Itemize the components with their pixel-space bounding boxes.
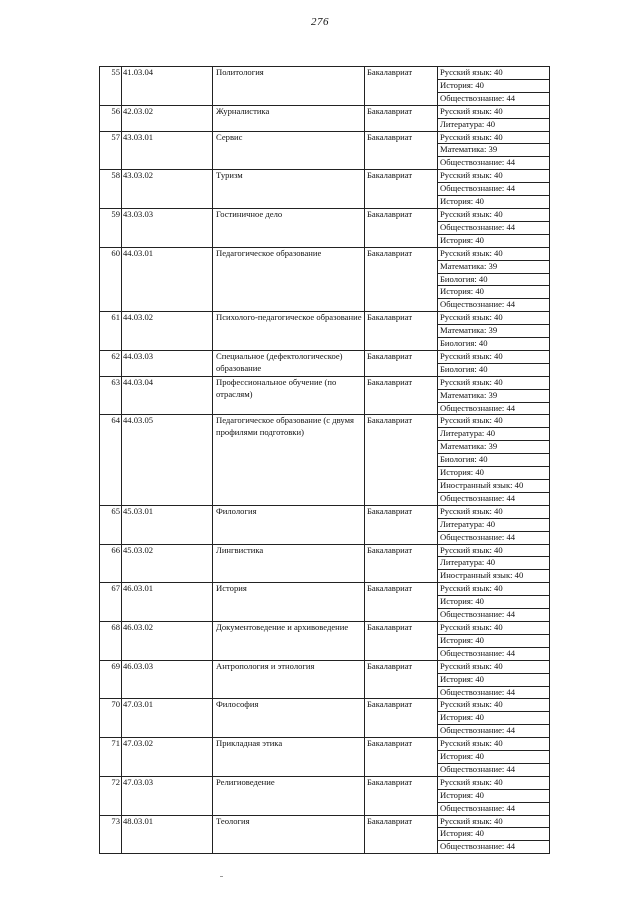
subject-min-score: Математика: 39 — [438, 325, 550, 338]
table-row — [100, 776, 550, 789]
row-number: 60 — [100, 247, 122, 312]
subject-min-score: Русский язык: 40 — [438, 208, 550, 221]
specialty-code: 43.03.03 — [122, 208, 213, 247]
subject-min-score: Русский язык: 40 — [438, 738, 550, 751]
subject-min-score: Русский язык: 40 — [438, 312, 550, 325]
specialty-name: История — [213, 583, 365, 622]
specialty-code: 44.03.05 — [122, 415, 213, 505]
subject-min-score: Русский язык: 40 — [438, 415, 550, 428]
subject-min-score: История: 40 — [438, 286, 550, 299]
table-body — [100, 67, 550, 854]
specialty-name: Журналистика — [213, 105, 365, 131]
page-number: 276 — [311, 16, 329, 28]
education-level: Бакалавриат — [365, 415, 438, 505]
subject-min-score: История: 40 — [438, 79, 550, 92]
specialty-code: 43.03.01 — [122, 131, 213, 170]
education-level: Бакалавриат — [365, 699, 438, 738]
specialty-name: Прикладная этика — [213, 738, 365, 777]
subject-min-score: Математика: 39 — [438, 260, 550, 273]
table-row — [100, 621, 550, 634]
education-level: Бакалавриат — [365, 312, 438, 351]
education-level: Бакалавриат — [365, 660, 438, 699]
subject-min-score: Иностранный язык: 40 — [438, 570, 550, 583]
specialty-code: 42.03.02 — [122, 105, 213, 131]
table-row — [100, 415, 550, 428]
subject-min-score: Русский язык: 40 — [438, 660, 550, 673]
table-row — [100, 376, 550, 389]
row-number: 62 — [100, 350, 122, 376]
education-level: Бакалавриат — [365, 776, 438, 815]
specialty-name: Гостиничное дело — [213, 208, 365, 247]
table-row — [100, 738, 550, 751]
specialty-code: 46.03.01 — [122, 583, 213, 622]
subject-min-score: История: 40 — [438, 712, 550, 725]
specialty-code: 48.03.01 — [122, 815, 213, 854]
education-level: Бакалавриат — [365, 621, 438, 660]
specialty-code: 46.03.03 — [122, 660, 213, 699]
education-level: Бакалавриат — [365, 131, 438, 170]
subject-min-score: Обществознание: 44 — [438, 221, 550, 234]
specialty-name: Туризм — [213, 170, 365, 209]
specialty-name: Политология — [213, 67, 365, 106]
subject-min-score: Биология: 40 — [438, 338, 550, 351]
table-row — [100, 170, 550, 183]
table-row — [100, 67, 550, 80]
education-level: Бакалавриат — [365, 583, 438, 622]
specialty-name: Религиоведение — [213, 776, 365, 815]
specialty-code: 45.03.01 — [122, 505, 213, 544]
specialty-code: 44.03.04 — [122, 376, 213, 415]
table-row — [100, 505, 550, 518]
subject-min-score: История: 40 — [438, 789, 550, 802]
subject-min-score: История: 40 — [438, 234, 550, 247]
admission-requirements-table — [99, 66, 550, 854]
row-number: 57 — [100, 131, 122, 170]
subject-min-score: Русский язык: 40 — [438, 247, 550, 260]
row-number: 73 — [100, 815, 122, 854]
subject-min-score: Обществознание: 44 — [438, 802, 550, 815]
specialty-code: 41.03.04 — [122, 67, 213, 106]
subject-min-score: Обществознание: 44 — [438, 183, 550, 196]
education-level: Бакалавриат — [365, 105, 438, 131]
education-level: Бакалавриат — [365, 544, 438, 583]
subject-min-score: Обществознание: 44 — [438, 92, 550, 105]
subject-min-score: Русский язык: 40 — [438, 815, 550, 828]
table-row — [100, 815, 550, 828]
subject-min-score: Обществознание: 44 — [438, 299, 550, 312]
specialty-name: Специальное (дефектологическое) образование — [213, 350, 365, 376]
subject-min-score: Иностранный язык: 40 — [438, 480, 550, 493]
subject-min-score: Математика: 39 — [438, 389, 550, 402]
specialty-name: Философия — [213, 699, 365, 738]
subject-min-score: История: 40 — [438, 196, 550, 209]
table-row — [100, 208, 550, 221]
specialty-code: 44.03.01 — [122, 247, 213, 312]
row-number: 70 — [100, 699, 122, 738]
row-number: 65 — [100, 505, 122, 544]
subject-min-score: Обществознание: 44 — [438, 725, 550, 738]
subject-min-score: Русский язык: 40 — [438, 350, 550, 363]
row-number: 67 — [100, 583, 122, 622]
table-row — [100, 660, 550, 673]
specialty-name: Лингвистика — [213, 544, 365, 583]
subject-min-score: История: 40 — [438, 467, 550, 480]
row-number: 63 — [100, 376, 122, 415]
specialty-name: Теология — [213, 815, 365, 854]
scan-mark — [220, 876, 223, 877]
row-number: 56 — [100, 105, 122, 131]
row-number: 64 — [100, 415, 122, 505]
specialty-code: 47.03.03 — [122, 776, 213, 815]
education-level: Бакалавриат — [365, 815, 438, 854]
specialty-name: Педагогическое образование (с двумя профилями подготовки) — [213, 415, 365, 505]
subject-min-score: Математика: 39 — [438, 441, 550, 454]
subject-min-score: Русский язык: 40 — [438, 67, 550, 80]
subject-min-score: Обществознание: 44 — [438, 647, 550, 660]
specialty-name: Психолого-педагогическое образование — [213, 312, 365, 351]
subject-min-score: Биология: 40 — [438, 363, 550, 376]
specialty-name: Педагогическое образование — [213, 247, 365, 312]
education-level: Бакалавриат — [365, 170, 438, 209]
subject-min-score: Русский язык: 40 — [438, 376, 550, 389]
subject-min-score: История: 40 — [438, 828, 550, 841]
education-level: Бакалавриат — [365, 247, 438, 312]
row-number: 59 — [100, 208, 122, 247]
education-level: Бакалавриат — [365, 208, 438, 247]
row-number: 55 — [100, 67, 122, 106]
education-level: Бакалавриат — [365, 67, 438, 106]
subject-min-score: Обществознание: 44 — [438, 492, 550, 505]
subject-min-score: История: 40 — [438, 596, 550, 609]
subject-min-score: Обществознание: 44 — [438, 402, 550, 415]
specialty-name: Филология — [213, 505, 365, 544]
education-level: Бакалавриат — [365, 505, 438, 544]
row-number: 61 — [100, 312, 122, 351]
education-level: Бакалавриат — [365, 738, 438, 777]
specialty-code: 45.03.02 — [122, 544, 213, 583]
subject-min-score: Литература: 40 — [438, 518, 550, 531]
subject-min-score: Математика: 39 — [438, 144, 550, 157]
table-row — [100, 105, 550, 118]
specialty-name: Профессиональное обучение (по отраслям) — [213, 376, 365, 415]
subject-min-score: Обществознание: 44 — [438, 157, 550, 170]
row-number: 68 — [100, 621, 122, 660]
subject-min-score: Литература: 40 — [438, 428, 550, 441]
subject-min-score: Обществознание: 44 — [438, 841, 550, 854]
table-row — [100, 699, 550, 712]
subject-min-score: Литература: 40 — [438, 118, 550, 131]
row-number: 58 — [100, 170, 122, 209]
row-number: 72 — [100, 776, 122, 815]
subject-min-score: История: 40 — [438, 634, 550, 647]
education-level: Бакалавриат — [365, 376, 438, 415]
subject-min-score: Литература: 40 — [438, 557, 550, 570]
subject-min-score: Обществознание: 44 — [438, 609, 550, 622]
subject-min-score: Обществознание: 44 — [438, 531, 550, 544]
table-row — [100, 247, 550, 260]
table-row — [100, 312, 550, 325]
specialty-name: Документоведение и архивоведение — [213, 621, 365, 660]
subject-min-score: История: 40 — [438, 673, 550, 686]
subject-min-score: Обществознание: 44 — [438, 686, 550, 699]
subject-min-score: Биология: 40 — [438, 273, 550, 286]
specialty-code: 44.03.03 — [122, 350, 213, 376]
table-row — [100, 131, 550, 144]
specialty-name: Антропология и этнология — [213, 660, 365, 699]
row-number: 69 — [100, 660, 122, 699]
education-level: Бакалавриат — [365, 350, 438, 376]
specialty-code: 44.03.02 — [122, 312, 213, 351]
subject-min-score: Русский язык: 40 — [438, 544, 550, 557]
subject-min-score: Русский язык: 40 — [438, 131, 550, 144]
specialty-code: 46.03.02 — [122, 621, 213, 660]
row-number: 66 — [100, 544, 122, 583]
subject-min-score: Русский язык: 40 — [438, 583, 550, 596]
table-row — [100, 350, 550, 363]
subject-min-score: История: 40 — [438, 751, 550, 764]
specialty-name: Сервис — [213, 131, 365, 170]
row-number: 71 — [100, 738, 122, 777]
specialty-code: 43.03.02 — [122, 170, 213, 209]
specialty-code: 47.03.01 — [122, 699, 213, 738]
subject-min-score: Русский язык: 40 — [438, 505, 550, 518]
subject-min-score: Русский язык: 40 — [438, 776, 550, 789]
subject-min-score: Биология: 40 — [438, 454, 550, 467]
subject-min-score: Обществознание: 44 — [438, 763, 550, 776]
specialty-code: 47.03.02 — [122, 738, 213, 777]
table-row — [100, 544, 550, 557]
subject-min-score: Русский язык: 40 — [438, 105, 550, 118]
subject-min-score: Русский язык: 40 — [438, 170, 550, 183]
table-row — [100, 583, 550, 596]
subject-min-score: Русский язык: 40 — [438, 699, 550, 712]
subject-min-score: Русский язык: 40 — [438, 621, 550, 634]
